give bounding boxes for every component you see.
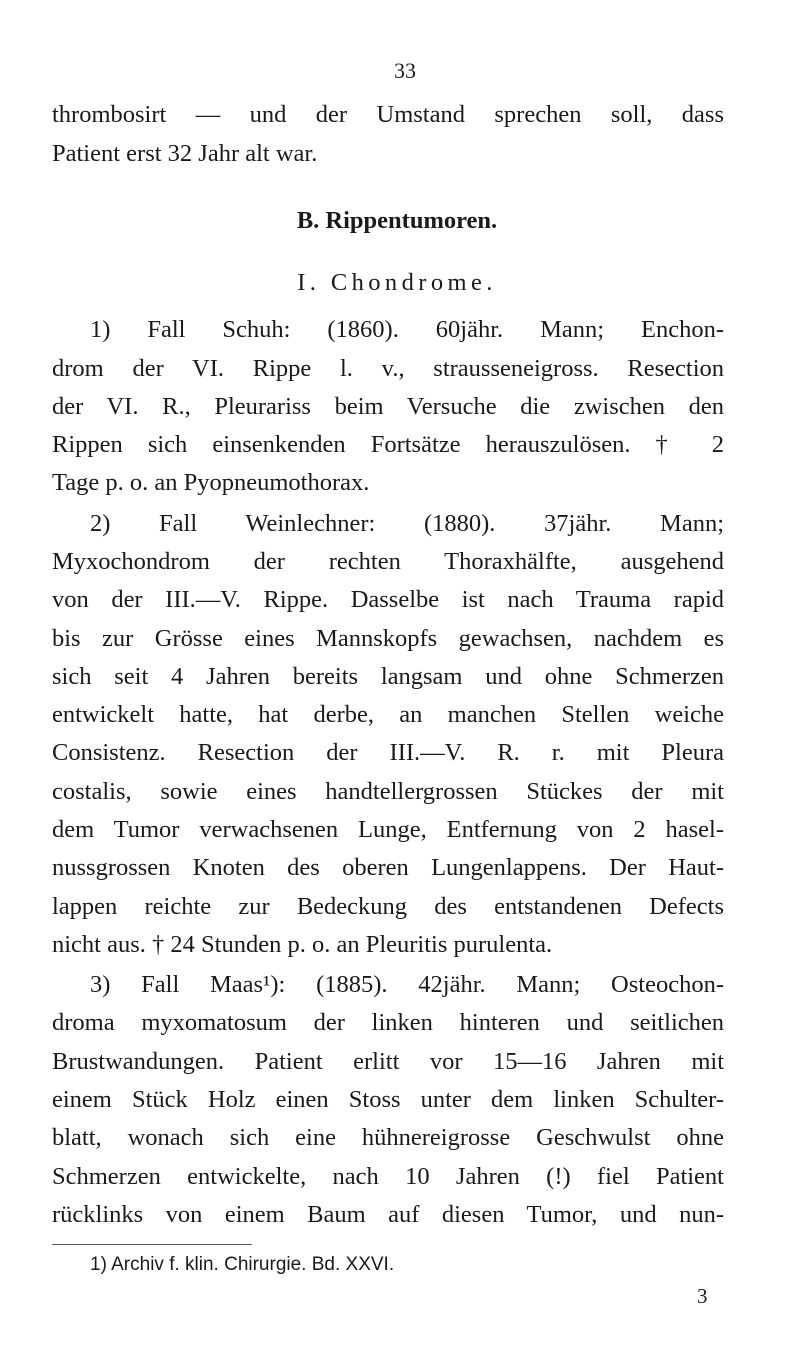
case-2-line: lappen reichte zur Bedeckung des entstandenen Defects: [52, 893, 724, 920]
case-2-line: 2) Fall Weinlechner: (1880). 37jähr. Mann;: [90, 510, 724, 537]
case-2-line: von der III.—V. Rippe. Dasselbe ist nach Trauma rapid: [52, 586, 724, 613]
case-3-line: 3) Fall Maas¹): (1885). 42jähr. Mann; Osteochon-: [90, 971, 724, 998]
footnote: 1) Archiv f. klin. Chirurgie. Bd. XXVI.: [90, 1254, 395, 1275]
case-1-line: drom der VI. Rippe l. v., strausseneigross. Resection: [52, 355, 724, 382]
case-3-line: Brustwandungen. Patient erlitt vor 15—16 Jahren mit: [52, 1048, 724, 1075]
case-2-line: dem Tumor verwachsenen Lunge, Entfernung von 2 hasel-: [52, 816, 724, 843]
case-2-line: Consistenz. Resection der III.—V. R. r. mit Pleura: [52, 739, 724, 766]
case-3-line: blatt, wonach sich eine hühnereigrosse Geschwulst ohne: [52, 1124, 724, 1151]
case-2-line: sich seit 4 Jahren bereits langsam und ohne Schmerzen: [52, 663, 724, 690]
case-2-line: nussgrossen Knoten des oberen Lungenlappens. Der Haut-: [52, 854, 724, 881]
footnote-rule: [52, 1244, 252, 1245]
section-heading: B. Rippentumoren.: [296, 207, 498, 234]
page-number: 33: [394, 58, 416, 83]
subheading: I. Chondrome.: [297, 269, 497, 296]
case-2-line: costalis, sowie eines handtellergrossen Stückes der mit: [52, 778, 724, 805]
case-1-line: der VI. R., Pleurariss beim Versuche die zwischen den: [52, 393, 724, 420]
text-line: thrombosirt — und der Umstand sprechen soll, dass: [52, 101, 724, 128]
case-3-line: rücklinks von einem Baum auf diesen Tumor, und nun-: [52, 1201, 724, 1228]
case-2-line: nicht aus. † 24 Stunden p. o. an Pleuritis purulenta.: [52, 931, 553, 958]
case-1-line: 1) Fall Schuh: (1860). 60jähr. Mann; Enchon-: [90, 316, 724, 343]
case-3-line: Schmerzen entwickelte, nach 10 Jahren (!) fiel Patient: [52, 1163, 724, 1190]
text-line: Patient erst 32 Jahr alt war.: [52, 140, 318, 167]
case-2-line: bis zur Grösse eines Mannskopfs gewachsen, nachdem es: [52, 625, 724, 652]
case-2-line: entwickelt hatte, hat derbe, an manchen Stellen weiche: [52, 701, 724, 728]
signature-mark: 3: [697, 1284, 708, 1308]
case-2-line: Myxochondrom der rechten Thoraxhälfte, ausgehend: [52, 548, 724, 575]
case-1-line: Rippen sich einsenkenden Fortsätze herauszulösen. † 2: [52, 431, 724, 458]
case-3-line: einem Stück Holz einen Stoss unter dem linken Schulter-: [52, 1086, 724, 1113]
case-3-line: droma myxomatosum der linken hinteren und seitlichen: [52, 1009, 724, 1036]
case-1-line: Tage p. o. an Pyopneumothorax.: [52, 469, 370, 496]
